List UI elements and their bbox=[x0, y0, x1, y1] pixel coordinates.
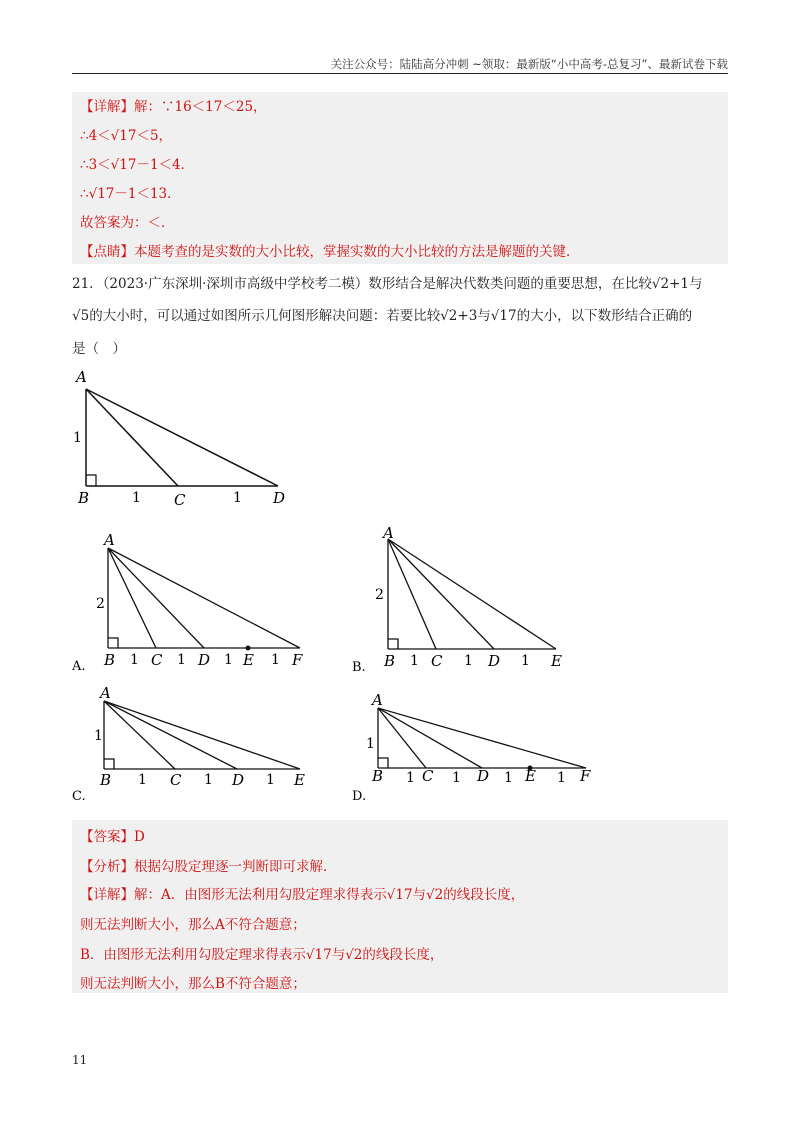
label-c: C bbox=[174, 491, 186, 509]
svg-text:E: E bbox=[551, 652, 562, 670]
svg-text:C: C bbox=[170, 771, 182, 789]
option-d-figure bbox=[350, 690, 610, 810]
option-a-figure bbox=[70, 530, 320, 680]
answer-value: D bbox=[134, 829, 145, 845]
detail-a-text: 解：A．由图形无法利用勾股定理求得表示√17与√2的线段长度， bbox=[134, 887, 525, 903]
svg-text:1: 1 bbox=[557, 770, 566, 786]
svg-text:C: C bbox=[431, 652, 443, 670]
svg-text:1: 1 bbox=[130, 652, 139, 668]
svg-text:2: 2 bbox=[375, 587, 384, 603]
svg-text:1: 1 bbox=[271, 652, 280, 668]
svg-text:1: 1 bbox=[94, 728, 103, 744]
svg-text:1: 1 bbox=[521, 653, 530, 669]
option-b-letter[interactable]: B. bbox=[352, 660, 366, 675]
svg-text:1: 1 bbox=[504, 770, 513, 786]
svg-text:B: B bbox=[104, 651, 116, 669]
svg-text:D: D bbox=[488, 652, 501, 670]
label-d: D bbox=[273, 489, 286, 507]
segment-ad bbox=[86, 389, 278, 486]
svg-text:1: 1 bbox=[177, 652, 186, 668]
analysis-tag: 【分析】 bbox=[80, 859, 134, 875]
svg-text:E: E bbox=[525, 767, 536, 785]
svg-text:F: F bbox=[292, 651, 303, 669]
detail-tag: 【详解】 bbox=[80, 99, 134, 115]
segment-ac bbox=[86, 389, 178, 486]
comment-tag: 【点睛】 bbox=[80, 244, 134, 260]
svg-text:A: A bbox=[372, 691, 383, 709]
detail-text: 解：∵16＜17＜25， bbox=[134, 99, 267, 115]
solution-line-3: ∴3＜√17－1＜4． bbox=[80, 157, 195, 173]
svg-text:1: 1 bbox=[224, 652, 233, 668]
svg-text:1: 1 bbox=[452, 770, 461, 786]
svg-text:1: 1 bbox=[410, 653, 419, 669]
page-header: 关注公众号：陆陆高分冲刺 ~领取：最新版“小中高考-总复习”、最新试卷下载 bbox=[72, 56, 728, 74]
svg-text:1: 1 bbox=[266, 772, 275, 788]
label-bc: 1 bbox=[132, 490, 141, 506]
svg-text:2: 2 bbox=[96, 596, 105, 612]
svg-text:C: C bbox=[151, 651, 163, 669]
label-b: B bbox=[78, 489, 90, 507]
detail-tag: 【详解】 bbox=[80, 887, 134, 903]
option-a-letter[interactable]: A. bbox=[72, 659, 86, 674]
solution-line-1 bbox=[80, 98, 267, 116]
svg-text:B: B bbox=[100, 771, 112, 789]
solution-line-2: ∴4＜√17＜5， bbox=[80, 128, 173, 144]
solution-line-4: ∴√17－1＜13． bbox=[80, 186, 181, 202]
answer-tag: 【答案】 bbox=[80, 829, 134, 845]
svg-text:B: B bbox=[384, 652, 396, 670]
comment-text: 本题考查的是实数的大小比较，掌握实数的大小比较的方法是解题的关键． bbox=[134, 244, 580, 260]
analysis-line bbox=[80, 858, 337, 876]
option-d-letter[interactable]: D. bbox=[352, 789, 367, 804]
label-ab: 1 bbox=[73, 430, 82, 446]
svg-text:1: 1 bbox=[204, 772, 213, 788]
svg-text:A: A bbox=[104, 531, 115, 549]
detail-line-a bbox=[80, 886, 524, 904]
option-b-figure bbox=[350, 525, 580, 675]
question-line-2: √5的大小时，可以通过如图所示几何图形解决问题：若要比较√2+3与√17的大小，以下数形结合正确的 bbox=[72, 308, 693, 324]
svg-text:1: 1 bbox=[366, 736, 375, 752]
svg-text:A: A bbox=[100, 685, 111, 702]
svg-text:D: D bbox=[232, 771, 245, 789]
answer-line bbox=[80, 828, 145, 846]
question-line-3: 是（ ） bbox=[72, 341, 126, 357]
detail-line-a2: 则无法判断大小，那么A不符合题意； bbox=[80, 917, 306, 933]
svg-text:C: C bbox=[422, 767, 434, 785]
svg-text:D: D bbox=[198, 651, 211, 669]
answer-box bbox=[72, 820, 728, 993]
svg-text:1: 1 bbox=[406, 770, 415, 786]
analysis-text: 根据勾股定理逐一判断即可求解． bbox=[134, 859, 337, 875]
detail-line-b: B．由图形无法利用勾股定理求得表示√17与√2的线段长度， bbox=[80, 947, 444, 963]
label-cd: 1 bbox=[233, 490, 242, 506]
svg-text:A: A bbox=[383, 525, 394, 542]
svg-text:F: F bbox=[580, 767, 591, 785]
page-number: 11 bbox=[72, 1053, 88, 1067]
svg-text:D: D bbox=[477, 767, 490, 785]
detail-line-b2: 则无法判断大小，那么B不符合题意； bbox=[80, 976, 306, 992]
question-line-1: 21．（2023·广东深圳·深圳市高级中学校考二模）数形结合是解决代数类问题的重要思想，在比较√2+1与 bbox=[72, 276, 703, 292]
solution-box-prev bbox=[72, 92, 728, 264]
svg-text:E: E bbox=[243, 651, 254, 669]
main-figure bbox=[70, 365, 300, 510]
label-a: A bbox=[76, 368, 87, 386]
right-angle-mark bbox=[86, 475, 96, 486]
svg-text:1: 1 bbox=[138, 772, 147, 788]
svg-text:E: E bbox=[294, 771, 305, 789]
option-c-letter[interactable]: C. bbox=[72, 789, 86, 804]
option-c-figure bbox=[70, 685, 320, 805]
point-e-dot bbox=[246, 646, 251, 651]
solution-line-5: 故答案为：＜． bbox=[80, 215, 175, 231]
svg-text:B: B bbox=[372, 767, 384, 785]
svg-text:1: 1 bbox=[464, 653, 473, 669]
solution-line-6 bbox=[80, 243, 580, 261]
